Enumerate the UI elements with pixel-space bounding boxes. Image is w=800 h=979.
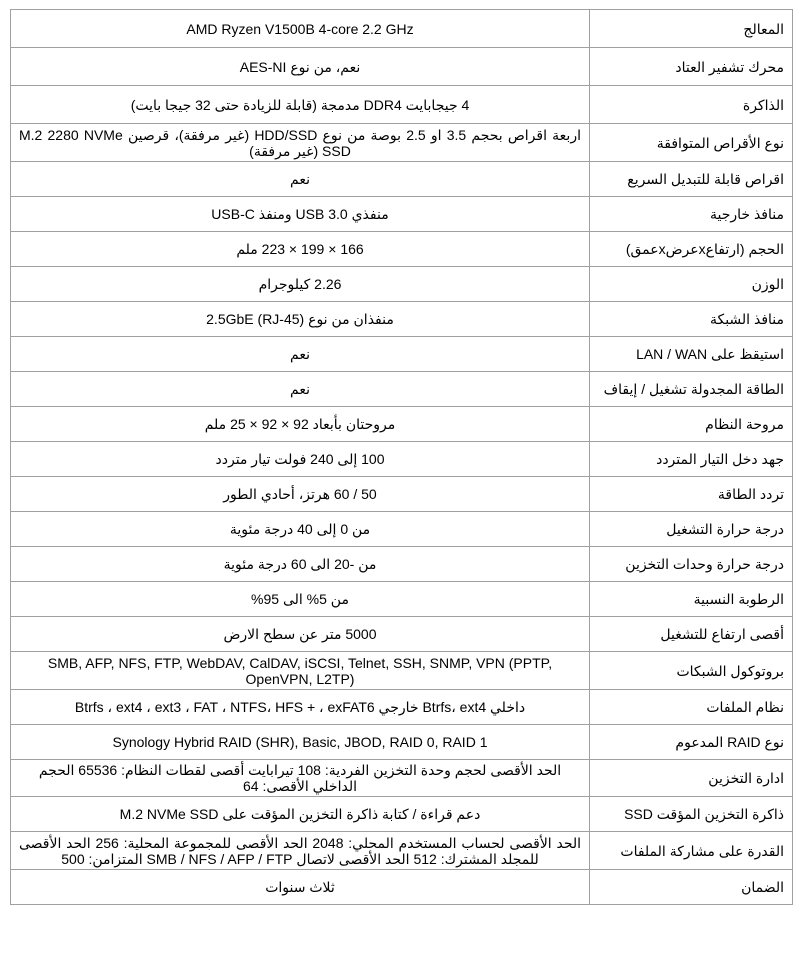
spec-row-power-frequency (11, 477, 793, 512)
spec-row-hot-swap (11, 162, 793, 197)
spec-value: من 5% الى 95% (11, 582, 590, 617)
spec-row-weight (11, 267, 793, 302)
spec-row-wake-on-lan (11, 337, 793, 372)
spec-row-ac-input (11, 442, 793, 477)
spec-label: استيقظ على LAN / WAN (590, 337, 793, 372)
spec-label: ذاكرة التخزين المؤقت SSD (590, 797, 793, 832)
spec-label: المعالج (590, 10, 793, 48)
spec-row-system-fan (11, 407, 793, 442)
spec-label: الوزن (590, 267, 793, 302)
specifications-table (10, 9, 793, 905)
spec-label: الذاكرة (590, 86, 793, 124)
spec-value: AMD Ryzen V1500B 4-core 2.2 GHz (11, 10, 590, 48)
spec-value: Synology Hybrid RAID (SHR), Basic, JBOD, RAID 0, RAID 1 (11, 725, 590, 760)
spec-label: منافذ خارجية (590, 197, 793, 232)
spec-value: نعم، من نوع AES-NI (11, 48, 590, 86)
spec-value: 166 × 199 × 223 ملم (11, 232, 590, 267)
spec-row-processor (11, 10, 793, 48)
spec-value: ثلاث سنوات (11, 870, 590, 905)
spec-label: القدرة على مشاركة الملفات (590, 832, 793, 870)
spec-value: داخلي Btrfs، ext4 خارجي Btrfs ، ext4 ، ext3 ، FAT ، NTFS، HFS + ، exFAT6 (11, 690, 590, 725)
spec-value: الحد الأقصى لحجم وحدة التخزين الفردية: 108 تيرابايت أقصى لقطات النظام: 65536 الحجم الداخلي الأقصى: 64 (11, 760, 590, 797)
spec-label: جهد دخل التيار المتردد (590, 442, 793, 477)
spec-row-humidity (11, 582, 793, 617)
spec-label: درجة حرارة وحدات التخزين (590, 547, 793, 582)
spec-value: 4 جيجابايت DDR4 مدمجة (قابلة للزيادة حتى 32 جيجا بايت) (11, 86, 590, 124)
spec-row-max-altitude (11, 617, 793, 652)
spec-value: من 0 إلى 40 درجة مئوية (11, 512, 590, 547)
spec-row-encryption (11, 48, 793, 86)
spec-value: دعم قراءة / كتابة ذاكرة التخزين المؤقت على M.2 NVMe SSD (11, 797, 590, 832)
spec-value: اربعة اقراص بحجم 3.5 او 2.5 بوصة من نوع HDD/SSD (غير مرفقة)، قرصين M.2 2280 NVMe SSD (غير مرفقة) (11, 124, 590, 162)
spec-row-drive-types (11, 124, 793, 162)
spec-label: تردد الطاقة (590, 477, 793, 512)
spec-value: 100 إلى 240 فولت تيار متردد (11, 442, 590, 477)
spec-value: 50 / 60 هرتز، أحادي الطور (11, 477, 590, 512)
spec-row-operating-temp (11, 512, 793, 547)
spec-label: الطاقة المجدولة تشغيل / إيقاف (590, 372, 793, 407)
spec-value: مروحتان بأبعاد 92 × 92 × 25 ملم (11, 407, 590, 442)
spec-value: منفذان من نوع (RJ-45) 2.5GbE (11, 302, 590, 337)
spec-label: أقصى ارتفاع للتشغيل (590, 617, 793, 652)
spec-value: نعم (11, 372, 590, 407)
spec-label: نوع الأقراص المتوافقة (590, 124, 793, 162)
spec-value: نعم (11, 337, 590, 372)
spec-label: الضمان (590, 870, 793, 905)
spec-label: بروتوكول الشبكات (590, 652, 793, 690)
spec-row-warranty (11, 870, 793, 905)
spec-row-network-protocols (11, 652, 793, 690)
spec-row-scheduled-power (11, 372, 793, 407)
spec-label: درجة حرارة التشغيل (590, 512, 793, 547)
spec-value: منفذي USB 3.0 ومنفذ USB-C (11, 197, 590, 232)
spec-label: ادارة التخزين (590, 760, 793, 797)
spec-label: الرطوبة النسبية (590, 582, 793, 617)
spec-label: نظام الملفات (590, 690, 793, 725)
spec-value: 5000 متر عن سطح الارض (11, 617, 590, 652)
spec-value: SMB, AFP, NFS, FTP, WebDAV, CalDAV, iSCSI, Telnet, SSH, SNMP, VPN (PPTP, OpenVPN, L2TP) (11, 652, 590, 690)
spec-value: نعم (11, 162, 590, 197)
spec-value: 2.26 كيلوجرام (11, 267, 590, 302)
spec-row-ssd-cache (11, 797, 793, 832)
spec-value: من -20 الى 60 درجة مئوية (11, 547, 590, 582)
spec-row-file-sharing (11, 832, 793, 870)
spec-row-file-system (11, 690, 793, 725)
spec-label: الحجم (ارتفاعxعرضxعمق) (590, 232, 793, 267)
spec-label: مروحة النظام (590, 407, 793, 442)
spec-row-memory (11, 86, 793, 124)
spec-label: اقراص قابلة للتبديل السريع (590, 162, 793, 197)
spec-row-network-ports (11, 302, 793, 337)
spec-label: منافذ الشبكة (590, 302, 793, 337)
spec-row-storage-temp (11, 547, 793, 582)
spec-row-size (11, 232, 793, 267)
spec-row-external-ports (11, 197, 793, 232)
spec-row-storage-management (11, 760, 793, 797)
spec-row-raid-types (11, 725, 793, 760)
spec-value: الحد الأقصى لحساب المستخدم المحلي: 2048 الحد الأقصى للمجموعة المحلية: 256 الحد الأقصى للمجلد المشترك: 512 الحد الأقصى لاتصال SMB / NFS / AFP / FTP المتزامن: 500 (11, 832, 590, 870)
spec-label: محرك تشفير العتاد (590, 48, 793, 86)
spec-label: نوع RAID المدعوم (590, 725, 793, 760)
